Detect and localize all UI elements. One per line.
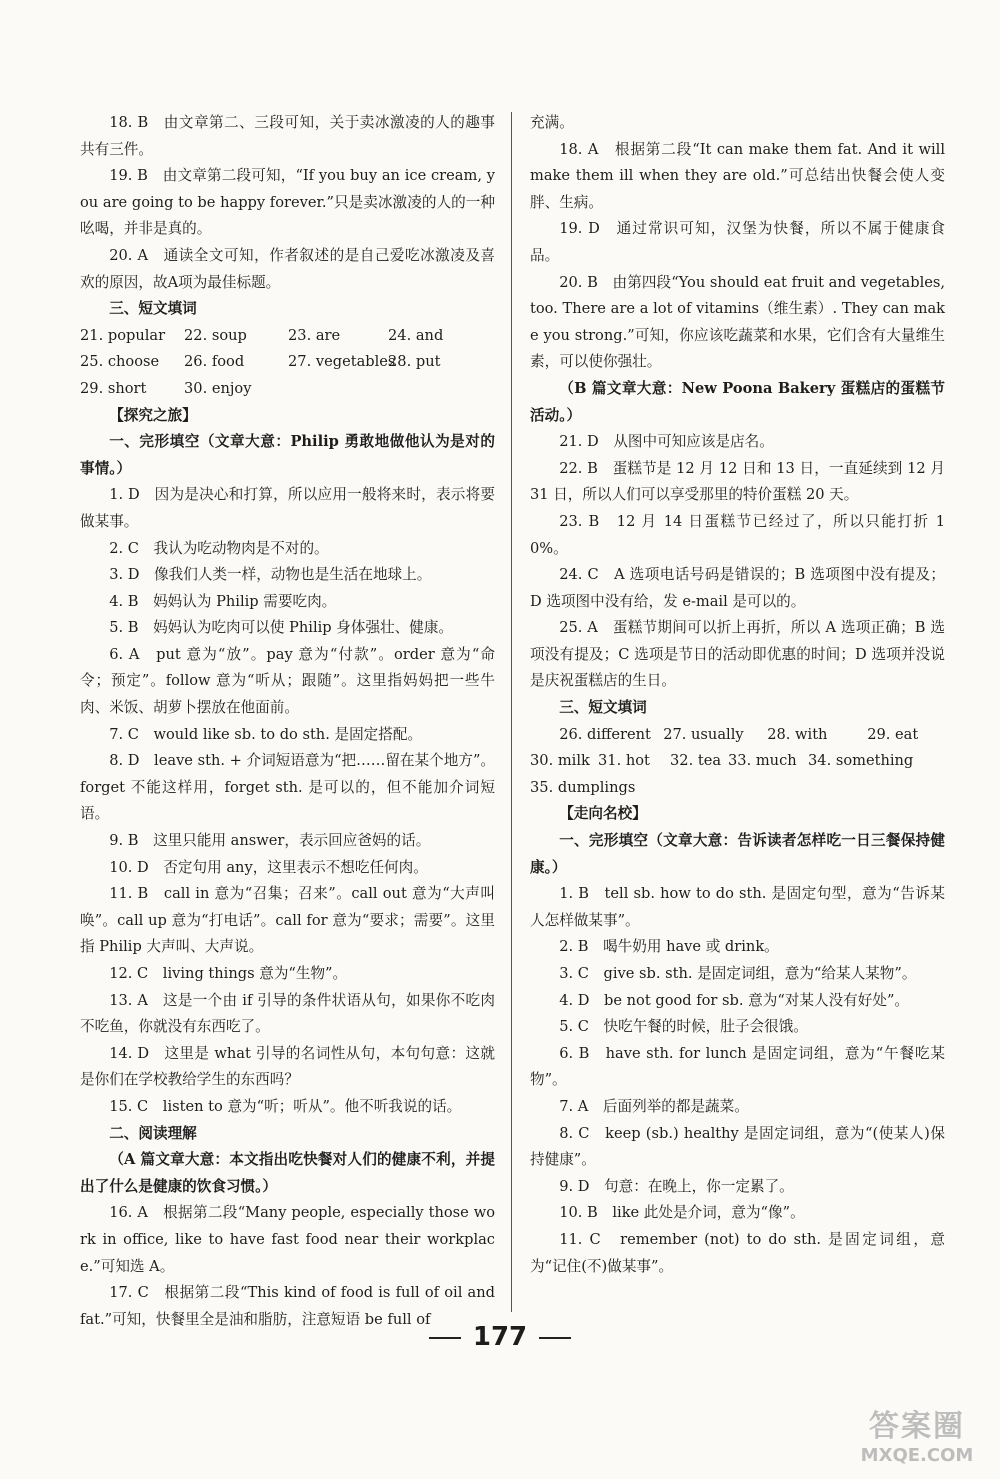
fill-word-row <box>80 323 495 350</box>
fill-word: 34. something <box>808 752 914 770</box>
fill-word: 28. put <box>388 353 441 371</box>
answer-paragraph: 2. B 喝牛奶用 have 或 drink。 <box>559 938 779 956</box>
answer-paragraph: 2. C 我认为吃动物肉是不对的。 <box>109 539 329 557</box>
section-heading: （A 篇文章大意：本文指出吃快餐对人们的健康不利，并提出了什么是健康的饮食习惯。） <box>80 1151 495 1195</box>
answer-paragraph: 24. C A 选项电话号码是错误的；B 选项图中没有提及；D 选项图中没有给，发 e-mail 是可以的。 <box>530 566 945 610</box>
answer-paragraph: 8. D leave sth. + 介词短语意为“把……留在某个地方”。forget 不能这样用，forget sth. 是可以的，但不能加介词短语。 <box>80 752 495 823</box>
answer-paragraph: 25. A 蛋糕节期间可以折上再折，所以 A 选项正确；B 选项没有提及；C 选项是节日的活动即优惠的时间；D 选项并没说是庆祝蛋糕店的生日。 <box>530 619 945 690</box>
fill-word: 26. different <box>559 725 651 743</box>
page-number <box>0 1322 1000 1352</box>
fill-word: 21. popular <box>80 326 166 344</box>
answer-paragraph: 1. D 因为是决心和打算，所以应用一般将来时，表示将要做某事。 <box>80 486 495 530</box>
answer-paragraph: 3. C give sb. sth. 是固定词组，意为“给某人某物”。 <box>559 965 917 982</box>
fill-word: 27. usually <box>663 725 744 743</box>
section-heading: （B 篇文章大意：New Poona Bakery 蛋糕店的蛋糕节活动。） <box>530 379 945 424</box>
answer-paragraph: 18. B 由文章第二、三段可知，关于卖冰激凌的人的趣事共有三件。 <box>80 114 495 158</box>
answer-paragraph: 7. C would like sb. to do sth. 是固定搭配。 <box>109 725 423 743</box>
fill-word: 22. soup <box>184 326 247 344</box>
answer-paragraph: 15. C listen to 意为“听；听从”。他不听我说的话。 <box>109 1097 462 1115</box>
answer-paragraph: 4. D be not good for sb. 意为“对某人没有好处”。 <box>559 991 910 1009</box>
watermark-logo: 答案圈 <box>869 1409 965 1444</box>
fill-word-row <box>530 722 945 749</box>
section-heading: 一、完形填空（文章大意：告诉读者怎样吃一日三餐保持健康。） <box>530 832 945 876</box>
site-watermark <box>842 1409 992 1473</box>
answer-paragraph: 19. B 由文章第二段可知，“If you buy an ice cream, you are going to be happy forever.”只是卖冰激凌的人的一种吆喝，并非是真的。 <box>80 167 495 238</box>
fill-word: 25. choose <box>80 353 160 371</box>
fill-word: 32. tea <box>670 752 722 770</box>
fill-word-row <box>80 349 495 376</box>
answer-paragraph: 6. B have sth. for lunch 是固定词组，意为“午餐吃某物”。 <box>530 1044 945 1089</box>
answer-paragraph: 16. A 根据第二段“Many people, especially those work in office, like to have fast food near their workplace.”可知选 A。 <box>80 1204 495 1275</box>
fill-word: 23. are <box>288 326 341 344</box>
answer-paragraph: 5. C 快吃午餐的时候，肚子会很饿。 <box>559 1018 808 1036</box>
answer-paragraph: 4. B 妈妈认为 Philip 需要吃肉。 <box>109 592 337 610</box>
fill-word: 29. short <box>80 379 147 397</box>
fill-word-row <box>530 775 945 802</box>
answer-paragraph: 5. B 妈妈认为吃肉可以使 Philip 身体强壮、健康。 <box>109 619 454 637</box>
fill-word: 30. enjoy <box>184 379 252 397</box>
section-heading: 二、阅读理解 <box>109 1124 197 1142</box>
answer-paragraph: 9. B 这里只能用 answer，表示回应爸妈的话。 <box>109 832 431 850</box>
answer-paragraph: 14. D 这里是 what 引导的名词性从句，本句句意：这就是你们在学校教给学生的东西吗？ <box>80 1044 495 1089</box>
section-heading: 【探究之旅】 <box>109 406 197 424</box>
answer-paragraph: 22. B 蛋糕节是 12 月 12 日和 13 日，一直延续到 12 月 31 日，所以人们可以享受那里的特价蛋糕 20 天。 <box>530 459 945 504</box>
answer-paragraph: 10. B like 此处是介词，意为“像”。 <box>559 1204 805 1222</box>
answer-paragraph: 19. D 通过常识可知，汉堡为快餐，所以不属于健康食品。 <box>530 220 945 264</box>
left-column <box>80 110 495 1333</box>
fill-word: 24. and <box>388 326 444 344</box>
answer-paragraph: 6. A put 意为“放”。pay 意为“付款”。order 意为“命令；预定”。follow 意为“听从；跟随”。这里指妈妈把一些牛肉、米饭、胡萝卜摆放在他面前。 <box>80 645 495 717</box>
fill-word: 30. milk <box>530 752 590 770</box>
answer-paragraph: 17. C 根据第二段“This kind of food is full of oil and fat.”可知，快餐里全是油和脂肪，注意短语 be full of <box>80 1284 495 1328</box>
fill-word: 27. vegetables <box>288 353 396 371</box>
answer-paragraph: 20. B 由第四段“You should eat fruit and vegetables, too. There are a lot of vitamins（维生素）. They can make you strong.”可知，你应该吃蔬菜和水果，它们含有大量维生素，可以使你强壮。 <box>530 273 945 371</box>
fill-word: 28. with <box>767 725 828 743</box>
fill-word-row <box>530 748 945 775</box>
answer-paragraph: 20. A 通读全文可知，作者叙述的是自己爱吃冰激凌及喜欢的原因，故A项为最佳标题。 <box>80 246 495 291</box>
right-column <box>530 110 945 1280</box>
watermark-url: MXQE.COM <box>860 1445 974 1466</box>
fill-word-row <box>80 376 495 403</box>
answer-paragraph: 3. D 像我们人类一样，动物也是生活在地球上。 <box>109 566 432 584</box>
section-heading: 一、完形填空（文章大意：Philip 勇敢地做他认为是对的事情。） <box>80 433 495 477</box>
answer-paragraph: 10. D 否定句用 any，这里表示不想吃任何肉。 <box>109 858 428 876</box>
answer-paragraph: 充满。 <box>530 114 574 131</box>
answer-paragraph: 12. C living things 意为“生物”。 <box>109 965 348 982</box>
page-number-dash-left <box>429 1337 461 1339</box>
answer-paragraph: 23. B 12 月 14 日蛋糕节已经过了，所以只能打折 10%。 <box>530 512 945 557</box>
fill-word: 33. much <box>728 752 797 770</box>
fill-word: 26. food <box>184 353 245 371</box>
answer-paragraph: 1. B tell sb. how to do sth. 是固定句型，意为“告诉某人怎样做某事”。 <box>530 885 945 929</box>
column-divider <box>511 112 512 1312</box>
answer-paragraph: 8. C keep (sb.) healthy 是固定词组，意为“(使某人)保持健康”。 <box>530 1124 945 1169</box>
answer-paragraph: 11. C remember (not) to do sth. 是固定词组，意为“记住(不)做某事”。 <box>530 1230 945 1275</box>
section-heading: 三、短文填词 <box>559 699 647 717</box>
answer-paragraph: 7. A 后面列举的都是蔬菜。 <box>559 1097 749 1115</box>
fill-word: 29. eat <box>867 725 919 743</box>
section-heading: 三、短文填词 <box>109 300 197 318</box>
answer-paragraph: 21. D 从图中可知应该是店名。 <box>559 433 774 451</box>
answer-paragraph: 13. A 这是一个由 if 引导的条件状语从句，如果你不吃肉不吃鱼，你就没有东西吃了。 <box>80 991 495 1036</box>
answer-paragraph: 9. D 句意：在晚上，你一定累了。 <box>559 1177 794 1195</box>
page-number-text: 177 <box>472 1322 528 1352</box>
answer-paragraph: 18. A 根据第二段“It can make them fat. And it will make them ill when they are old.”可总结出快餐会使人变胖、生病。 <box>530 140 945 211</box>
section-heading: 【走向名校】 <box>559 805 647 823</box>
answer-paragraph: 11. B call in 意为“召集；召来”。call out 意为“大声叫唤”。call up 意为“打电话”。call for 意为“要求；需要”。这里指 Philip 大声叫、大声说。 <box>80 885 495 956</box>
page-number-dash-right <box>539 1337 571 1339</box>
fill-word: 35. dumplings <box>530 778 636 796</box>
fill-word: 31. hot <box>598 752 650 770</box>
